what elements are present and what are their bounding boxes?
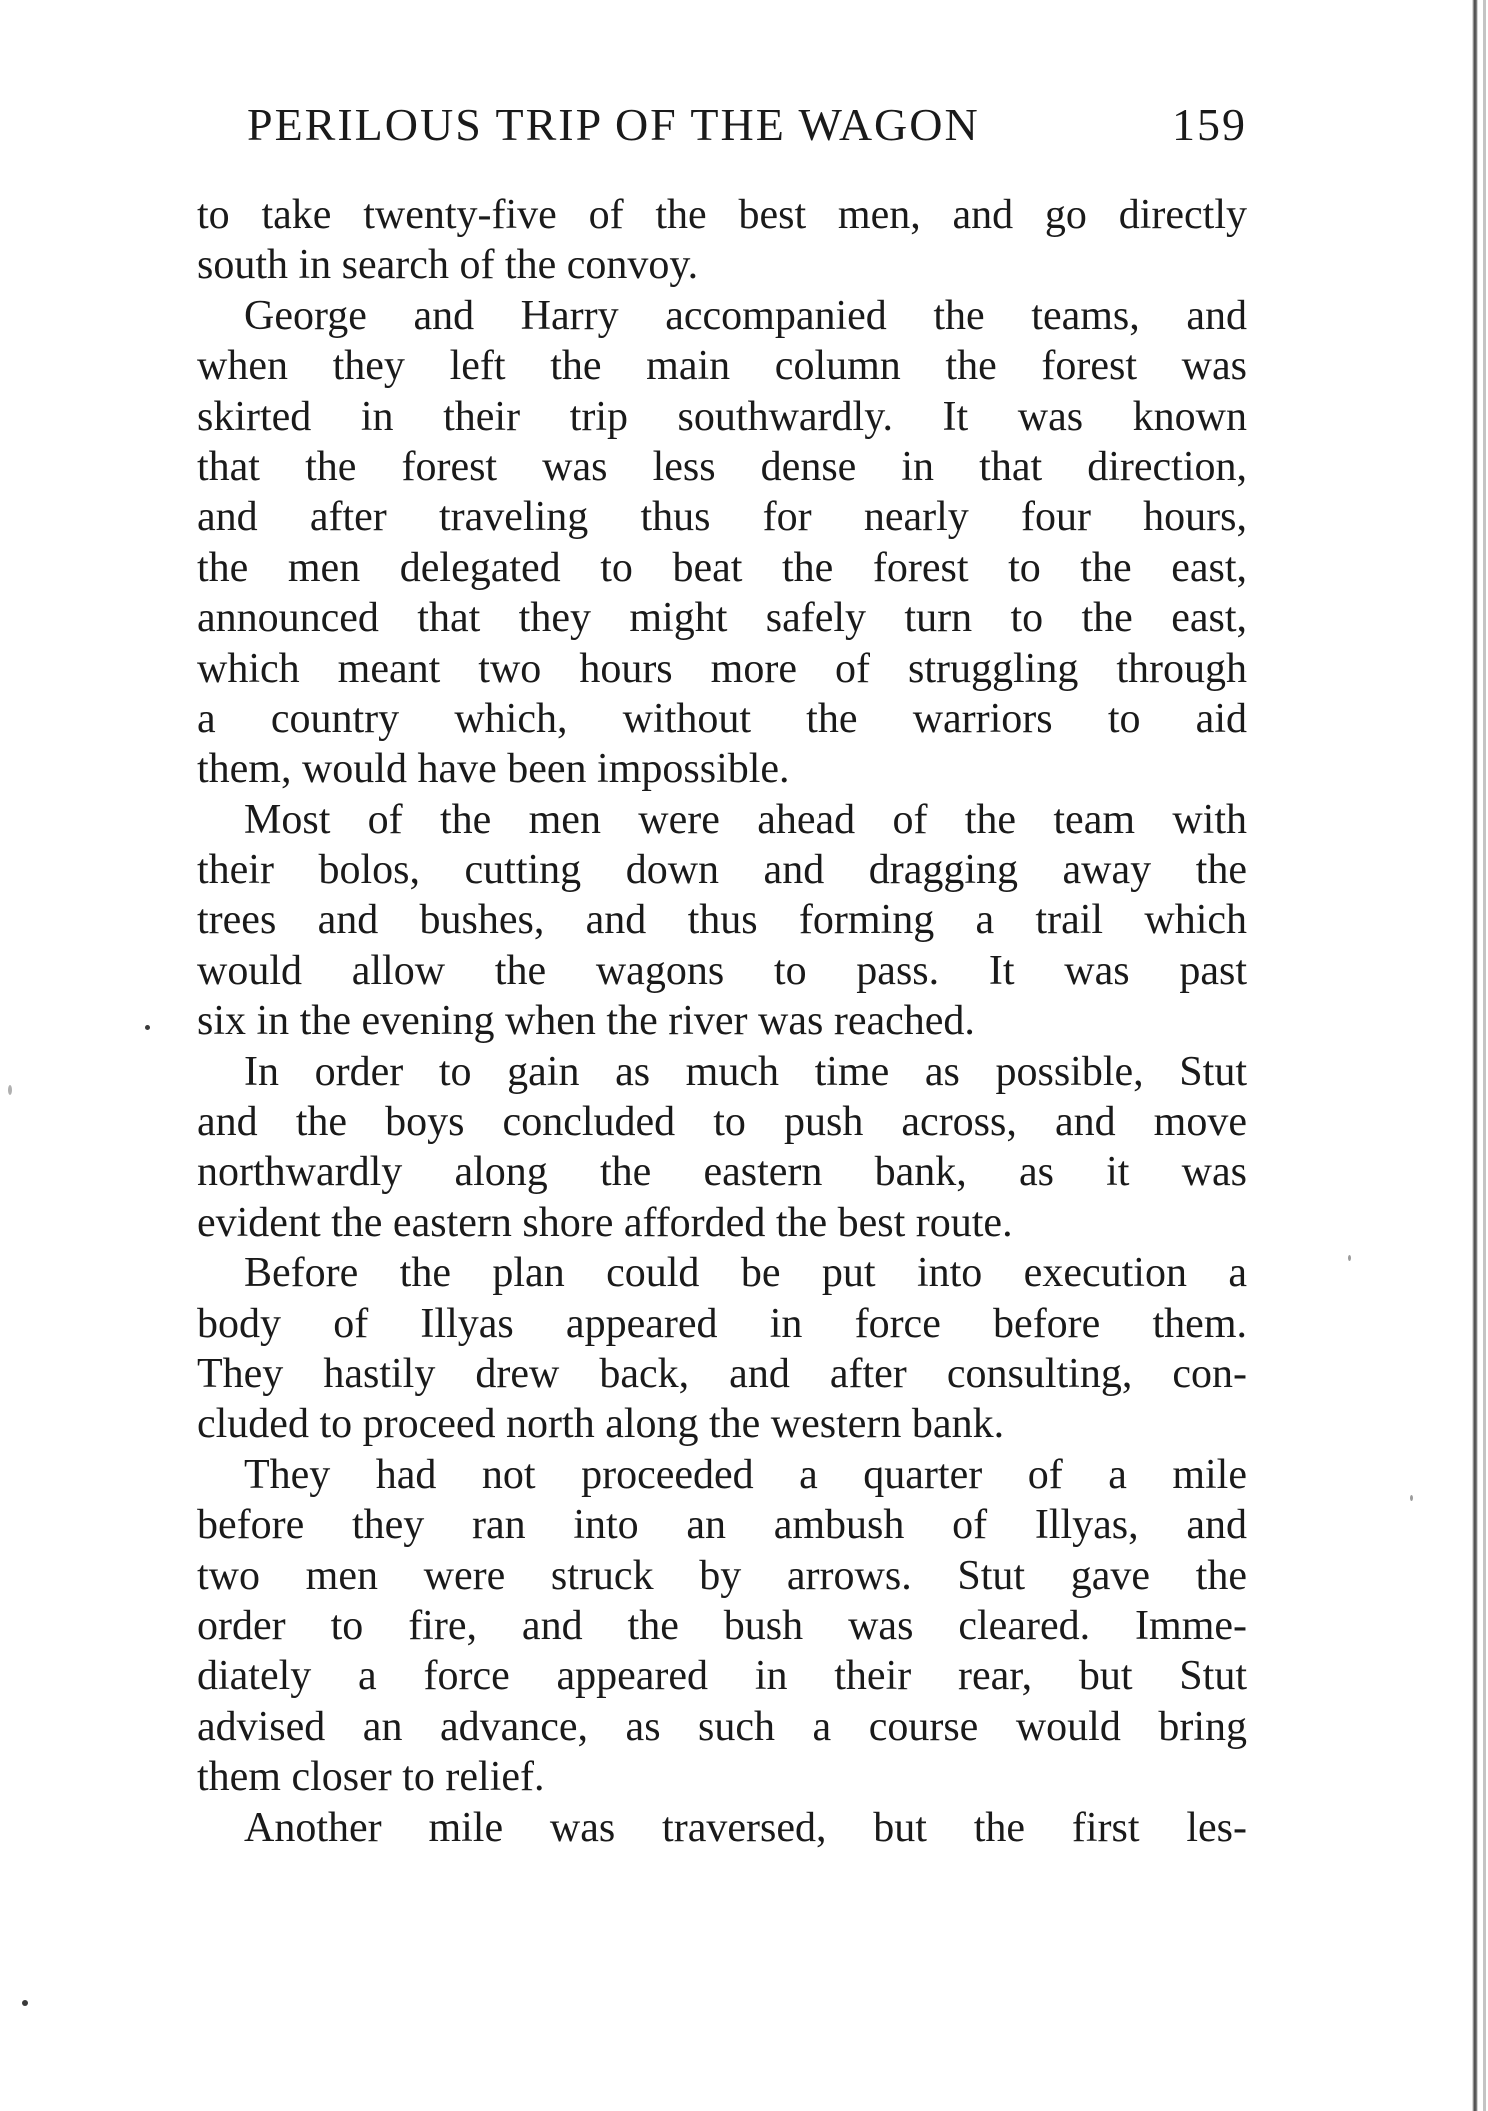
paper-speck (8, 1085, 12, 1095)
page-number: 159 (1172, 99, 1247, 150)
text-line: six in the evening when the river was reached. (197, 998, 975, 1045)
text-line: advised an advance, as such a course would bring (197, 1703, 1247, 1750)
text-line: trees and bushes, and thus forming a trail which (197, 897, 1247, 944)
paper-speck (1410, 1495, 1413, 1501)
text-line: the men delegated to beat the forest to the east, (197, 544, 1247, 591)
text-line: to take twenty-five of the best men, and go directly (197, 192, 1247, 238)
text-line: cluded to proceed north along the western bank. (197, 1401, 1005, 1448)
text-line: when they left the main column the forest was (197, 343, 1247, 390)
paper-speck (1348, 1255, 1351, 1261)
text-line: In order to gain as much time as possible, Stut (244, 1048, 1247, 1095)
text-line: body of Illyas appeared in force before them. (197, 1300, 1247, 1347)
text-line: They hastily drew back, and after consulting, con- (197, 1350, 1247, 1397)
text-line: would allow the wagons to pass. It was past (197, 947, 1247, 994)
body-text (197, 190, 1247, 1853)
text-line: They had not proceeded a quarter of a mile (244, 1451, 1247, 1498)
text-line: order to fire, and the bush was cleared. Imme- (197, 1602, 1247, 1649)
text-line: south in search of the convoy. (197, 242, 699, 289)
text-line: Before the plan could be put into execution a (244, 1250, 1247, 1297)
text-line: a country which, without the warriors to aid (197, 695, 1247, 742)
text-line: evident the eastern shore afforded the best route. (197, 1199, 1013, 1246)
text-line: Most of the men were ahead of the team with (244, 796, 1247, 843)
paper-speck (22, 2000, 28, 2006)
text-line: their bolos, cutting down and dragging away the (197, 847, 1247, 894)
text-line: them, would have been impossible. (197, 746, 790, 793)
text-line: before they ran into an ambush of Illyas, and (197, 1502, 1247, 1549)
paper-speck (145, 1025, 150, 1030)
text-line: announced that they might safely turn to the east, (197, 595, 1247, 642)
text-line: northwardly along the eastern bank, as it was (197, 1149, 1247, 1196)
text-line: diately a force appeared in their rear, but Stut (197, 1653, 1247, 1700)
text-line: skirted in their trip southwardly. It was known (197, 393, 1247, 440)
page-edge-shadow (1472, 0, 1478, 2111)
text-line: two men were struck by arrows. Stut gave the (197, 1552, 1247, 1599)
running-head (247, 98, 1247, 158)
page-edge-line (1483, 0, 1486, 2111)
text-line: and the boys concluded to push across, and move (197, 1099, 1247, 1146)
text-line: Another mile was traversed, but the first les- (244, 1804, 1247, 1851)
text-line: George and Harry accompanied the teams, and (244, 292, 1247, 339)
text-line: and after traveling thus for nearly four hours, (197, 494, 1247, 541)
chapter-title: PERILOUS TRIP OF THE WAGON (247, 99, 980, 150)
text-line: them closer to relief. (197, 1754, 545, 1801)
text-line: that the forest was less dense in that direction, (197, 443, 1247, 490)
text-line: which meant two hours more of struggling through (197, 645, 1247, 692)
